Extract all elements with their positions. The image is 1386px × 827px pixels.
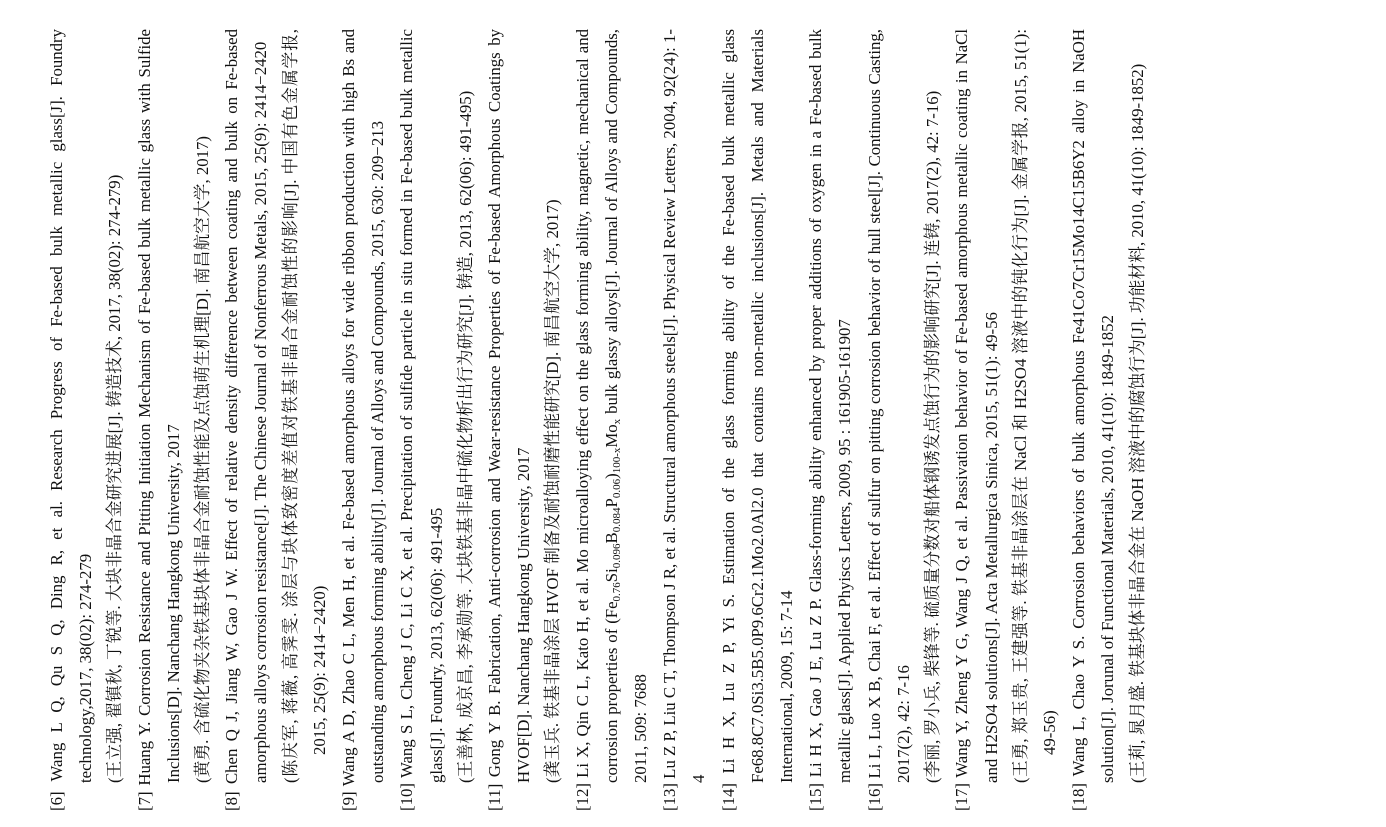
reference-15-english: [15] Li H X, Gao J E, Lu Z P. Glass-forming ability enhanced by proper additions of oxygen in a Fe-based bulk metallic glass[J]. Applied Phyiscs Letters, 2009, 95 : 161905-161907	[806, 29, 855, 811]
reference-18	[1064, 29, 1152, 811]
reference-6	[42, 29, 130, 811]
reference-7	[130, 29, 218, 811]
reference-17	[947, 29, 1064, 811]
reference-12	[568, 29, 656, 811]
reference-18-english: [18] Wang L, Chao Y S. Corrosion behaviors of bulk amorphous Fe41Co7Cr15Mo14C15B6Y2 alloy in NaOH solution[J]. Jorunal of Functional Materials, 2010, 41(10): 1849-1852	[1069, 29, 1118, 811]
reference-10-chinese: (王善林, 成京昌, 李承勋等. 大块铁基非晶中硫化物析出行为研究[J]. 铸造, 2013, 62(06): 491-495)	[455, 90, 475, 783]
reference-18-chinese: (王莉, 晁月盛. 铁基块体非晶合金在 NaOH 溶液中的腐蚀行为[J]. 功能材料, 2010, 41(10): 1849-1852)	[1127, 63, 1147, 783]
reference-17-english: [17] Wang Y, Zheng Y G, Wang J Q, et al. Passivation behavior of Fe-based amorphous metallic coating in NaCl and H2SO4 solutions[J]. Acta Metallurgica Sinica, 2015, 51(1): 49-56	[952, 29, 1001, 811]
reference-6-english: [6] Wang L Q, Qu S Q, Ding R, et al. Research Progress of Fe-based bulk metallic glass[J]. Foundry technology,2017, 38(02): 274-279	[47, 29, 96, 811]
reference-11-english: [11] Gong Y B. Fabrication, Anti-corrosion and Wear-resistance Properties of Fe-based Amorphous Coatings by HVOF[D]. Nanchang Hangkong University, 2017	[485, 28, 534, 811]
reference-14-english: [14] Li H X, Lu Z P, Yi S. Estimation of the glass forming ability of the Fe-based bulk metallic glass Fe68.8C7.0Si3.5B5.0P9.6Cr2.1Mo2.0Al2.0 that contains non-metallic inclusions[J]. Metals and Materials International, 2009, 15: 7-14	[718, 29, 797, 811]
reference-13-english: [13] Lu Z P, Liu C T, Thompson J R, et al. Structural amorphous steels[J]. Physical Review Letters, 2004, 92(24): 1-4	[660, 29, 709, 811]
reference-13	[655, 29, 713, 811]
reference-17-chinese: (王勇, 郑玉贵, 王建强等. 铁基非晶涂层在 NaCl 和 H2SO4 溶液中的钝化行为[J]. 金属学报, 2015, 51(1): 49-56)	[1010, 29, 1059, 783]
reference-8-chinese: (陈庆军, 蒋薇, 高霁雯. 涂层与块体致密度差值对铁基非晶合金耐蚀性的影响[J]. 中国有色金属学报, 2015, 25(9): 2414−2420)	[280, 29, 329, 783]
reference-16	[860, 29, 948, 811]
reference-10-english: [10] Wang S L, Cheng J C, Li C X, et al. Precipitation of sulfide particle in situ formed in Fe-based bulk metallic glass[J]. Foundry, 2013, 62(06): 491-495	[397, 29, 446, 811]
reference-list	[42, 29, 1302, 811]
reference-11	[480, 29, 568, 811]
reference-12-english: [12] Li X, Qin C L, Kato H, et al. Mo microalloying effect on the glass forming ability, magnetic, mechanical and corrosion properties of $(Fe_{0.76}Si_{0.096}B_{0.084}P_{0.06})_{100-x}Mo_x$ bulk glassy alloys[J]. Journal of Alloys and Compounds, 2011, 509: 7688	[572, 29, 651, 811]
reference-6-chinese: (王立强, 翟镇秋, 丁锐等. 大块非晶合金研究进展[J]. 铸造技术, 2017, 38(02): 274-279)	[105, 174, 125, 783]
reference-8-english: [8] Chen Q J, Jiang W, Gao J W. Effect of relative density difference between coating and bulk on Fe-based amorphous alloys corrosion resistance[J]. The Chinese Journal of Nonferrous Metals, 2015, 25(9): 2414−2420	[222, 29, 271, 811]
reference-10	[392, 29, 480, 811]
reference-14	[714, 29, 802, 811]
reference-8	[217, 29, 334, 811]
reference-16-chinese: (李丽, 罗小兵, 柴锋等. 硫质量分数对船体钢诱发点蚀行为的影响研究[J]. 连铸, 2017(2), 42: 7-16)	[923, 90, 943, 783]
reference-11-chinese: (龚玉兵. 铁基非晶涂层 HVOF 制备及耐蚀耐磨性能研究[D]. 南昌航空大学, 2017)	[543, 199, 563, 783]
reference-15	[801, 29, 859, 811]
reference-16-english: [16] Li L, Luo X B, Chai F, et al. Effect of sulfur on pitting corrosion behavior of hull steel[J]. Continuous Casting, 2017(2), 42: 7-16	[864, 29, 913, 811]
reference-9	[334, 29, 392, 811]
reference-9-english: [9] Wang A D, Zhao C L, Men H, et al. Fe-based amorphous alloys for wide ribbon production with high Bs and outstanding amorphous forming ability[J]. Journal of Alloys and Compounds, 2015, 630: 209−213	[339, 29, 388, 811]
reference-7-chinese: (黄勇. 含硫化物夹杂铁基块体非晶合金耐蚀性能及点蚀萌生机理[D]. 南昌航空大学, 2017)	[193, 136, 213, 783]
reference-7-english: [7] Huang Y. Corrosion Resistance and Pitting Initiation Mechanism of Fe-based bulk metallic glass with Sulfide Inclusions[D]. Nanchang Hangkong University, 2017	[134, 29, 183, 811]
